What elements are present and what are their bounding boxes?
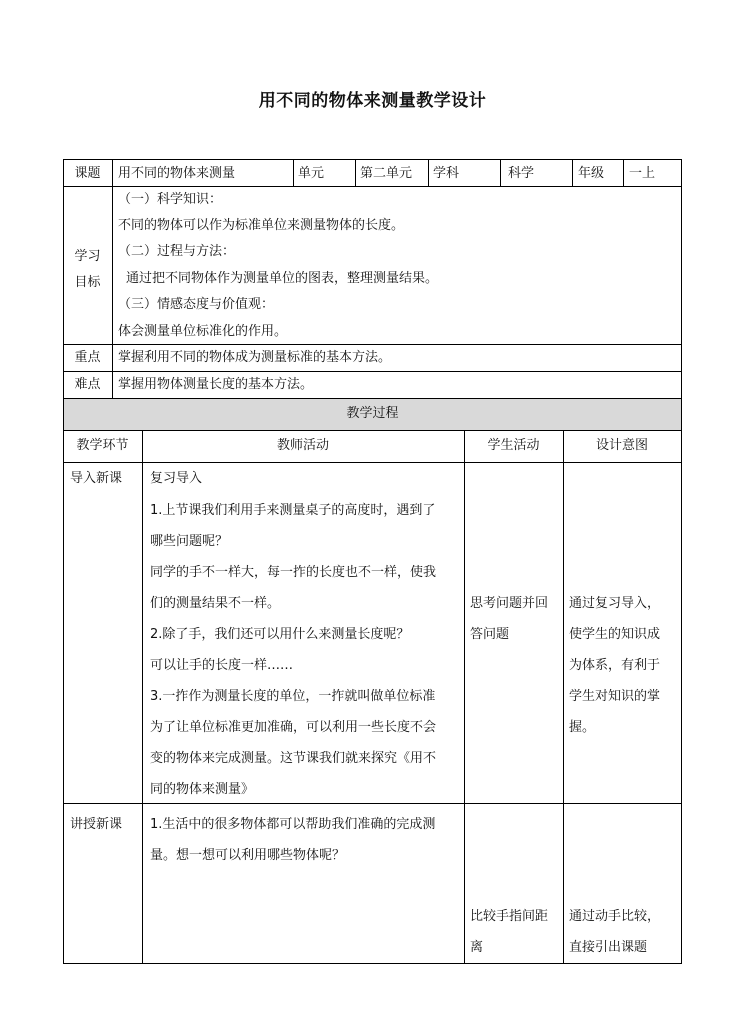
subject-label: 学科	[433, 166, 460, 181]
intent-line: 使学生的知识成	[569, 627, 661, 642]
table-rule	[63, 462, 682, 463]
table-rule	[63, 963, 682, 964]
objectives-label-line: 目标	[74, 275, 101, 290]
objective-line: （一）科学知识：	[118, 192, 223, 207]
teacher-line: 1.上节课我们利用手来测量桌子的高度时，遇到了	[150, 503, 436, 518]
objective-line: 不同的物体可以作为标准单位来测量物体的长度。	[118, 218, 405, 233]
intent-line: 通过复习导入，	[569, 596, 661, 611]
teacher-line: 可以让手的长度一样……	[150, 658, 294, 673]
teacher-line: 复习导入	[150, 471, 203, 486]
key-point-label: 重点	[74, 350, 101, 365]
grade-value: 一上	[629, 166, 656, 181]
table-rule	[63, 371, 682, 372]
objective-line: 体会测量单位标准化的作用。	[118, 324, 288, 339]
intent-line: 通过动手比较，	[569, 909, 661, 924]
unit-label: 单元	[298, 166, 325, 181]
objectives-label	[63, 244, 112, 296]
table-rule	[563, 430, 564, 964]
teacher-line: 变的物体来完成测量。这节课我们就来探究《用不	[150, 751, 437, 766]
difficulty-label: 难点	[74, 377, 101, 392]
column-header-stage: 教学环节	[76, 438, 129, 453]
table-rule	[293, 159, 294, 187]
table-rule	[623, 159, 624, 187]
objectives-label-line: 学习	[74, 249, 101, 264]
table-rule	[112, 159, 113, 399]
course-label: 课题	[74, 166, 101, 181]
column-header-teacher: 教师活动	[276, 438, 329, 453]
student-line: 比较手指间距	[470, 909, 549, 924]
unit-value: 第二单元	[360, 166, 413, 181]
table-rule	[572, 159, 573, 187]
intent-line: 握。	[569, 720, 596, 735]
document-title: 用不同的物体来测量教学设计	[258, 91, 487, 111]
course-value: 用不同的物体来测量	[118, 166, 236, 181]
table-rule	[63, 398, 682, 399]
grade-label: 年级	[578, 166, 605, 181]
intent-line: 学生对知识的掌	[569, 689, 661, 704]
difficulty-text: 掌握用物体测量长度的基本方法。	[118, 377, 314, 392]
teacher-line: 为了让单位标准更加准确，可以利用一些长度不会	[150, 720, 437, 735]
teacher-line: 1.生活中的很多物体都可以帮助我们准确的完成测	[150, 817, 436, 832]
teacher-line: 们的测量结果不一样。	[150, 596, 281, 611]
table-rule	[681, 159, 682, 964]
table-rule	[63, 344, 682, 345]
teacher-line: 同学的手不一样大，每一拃的长度也不一样，使我	[150, 565, 437, 580]
column-header-intent: 设计意图	[595, 438, 648, 453]
table-rule	[63, 803, 682, 804]
process-header: 教学过程	[346, 406, 399, 421]
table-rule	[142, 430, 143, 964]
key-point-text: 掌握利用不同的物体成为测量标准的基本方法。	[118, 350, 392, 365]
objective-line: （二）过程与方法：	[118, 244, 236, 259]
teacher-line: 同的物体来测量》	[150, 782, 255, 797]
table-rule	[428, 159, 429, 187]
table-rule	[63, 186, 682, 187]
table-rule	[500, 159, 501, 187]
student-line: 答问题	[470, 627, 510, 642]
objective-line: 通过把不同物体作为测量单位的图表，整理测量结果。	[126, 271, 439, 286]
teacher-line: 2.除了手，我们还可以用什么来测量长度呢？	[150, 627, 410, 642]
table-rule	[464, 430, 465, 964]
teacher-line: 哪些问题呢？	[150, 534, 229, 549]
table-rule	[63, 430, 682, 431]
table-rule	[355, 159, 356, 187]
table-rule	[63, 159, 682, 160]
teacher-line: 量。想一想可以利用哪些物体呢？	[150, 848, 346, 863]
intent-line: 为体系，有利于	[569, 658, 661, 673]
intent-line: 直接引出课题	[569, 940, 648, 955]
stage-label: 导入新课	[70, 471, 123, 486]
stage-label: 讲授新课	[70, 817, 123, 832]
column-header-student: 学生活动	[487, 438, 540, 453]
teacher-line: 3.一拃作为测量长度的单位，一拃就叫做单位标准	[150, 689, 436, 704]
subject-value: 科学	[508, 166, 535, 181]
student-line: 离	[470, 940, 484, 955]
objective-line: （三）情感态度与价值观：	[118, 297, 275, 312]
student-line: 思考问题并回	[470, 596, 549, 611]
